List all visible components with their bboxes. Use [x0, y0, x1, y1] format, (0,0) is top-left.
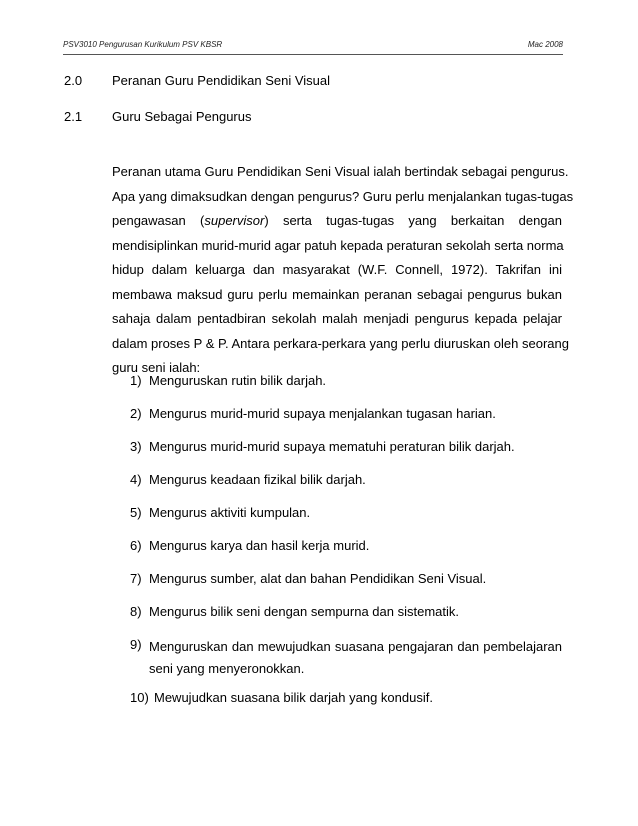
- list-marker: 6): [130, 538, 142, 553]
- list-marker: 2): [130, 406, 142, 421]
- list-item-text: Mengurus murid-murid supaya mematuhi peraturan bilik darjah.: [149, 439, 515, 454]
- list-marker: 3): [130, 439, 142, 454]
- italic-term: supervisor: [204, 213, 265, 228]
- paragraph-line: membawa maksud guru perlu memainkan peranan sebagai pengurus bukan: [112, 286, 562, 302]
- paragraph-line-part: ) serta tugas-tugas yang berkaitan dengan: [264, 213, 562, 228]
- section-title: Guru Sebagai Pengurus: [112, 109, 252, 124]
- list-item-text: Mengurus aktiviti kumpulan.: [149, 505, 311, 520]
- paragraph-line: Peranan utama Guru Pendidikan Seni Visual ialah bertindak sebagai pengurus.: [112, 164, 569, 179]
- list-marker: 8): [130, 604, 142, 619]
- list-marker: 9): [130, 637, 142, 652]
- section-number: 2.0: [64, 73, 83, 88]
- list-item-text: Menguruskan rutin bilik darjah.: [149, 373, 327, 388]
- paragraph-line: [112, 209, 562, 234]
- paragraph-line: sahaja dalam pentadbiran sekolah malah menjadi pengurus kepada pelajar: [112, 311, 562, 326]
- list-item-text: Mengurus keadaan fizikal bilik darjah.: [149, 472, 366, 487]
- section-number: 2.1: [64, 109, 83, 124]
- list-marker: 10): [130, 690, 149, 705]
- list-marker: 4): [130, 472, 142, 487]
- header-date: Mac 2008: [527, 40, 563, 49]
- list-item-text: Mengurus karya dan hasil kerja murid.: [149, 538, 370, 553]
- page-header: [63, 40, 563, 54]
- paragraph-line: guru seni ialah:: [112, 360, 201, 375]
- paragraph-line-part: pengawasan (: [112, 213, 205, 228]
- section-title: Peranan Guru Pendidikan Seni Visual: [112, 73, 331, 88]
- list-item-text: Mengurus bilik seni dengan sempurna dan sistematik.: [149, 604, 460, 619]
- list-marker: 1): [130, 373, 142, 388]
- header-course-title: PSV3010 Pengurusan Kurikulum PSV KBSR: [63, 40, 223, 49]
- body-paragraph: [112, 160, 574, 381]
- list-marker: 5): [130, 505, 142, 520]
- header-divider: [63, 54, 563, 55]
- paragraph-line: mendisiplinkan murid-murid agar patuh kepada peraturan sekolah serta norma: [112, 237, 564, 253]
- list-marker: 7): [130, 571, 142, 586]
- list-item-text: Menguruskan dan mewujudkan suasana pengajaran dan pembelajaran seni yang menyeronokkan.: [149, 639, 562, 676]
- list-item-text: Mengurus sumber, alat dan bahan Pendidikan Seni Visual.: [149, 571, 487, 586]
- paragraph-line: dalam proses P & P. Antara perkara-perkara yang perlu diuruskan oleh seorang: [112, 335, 569, 351]
- paragraph-line: hidup dalam keluarga dan masyarakat (W.F. Connell, 1972). Takrifan ini: [112, 262, 562, 277]
- list-item-text: Mengurus murid-murid supaya menjalankan tugasan harian.: [149, 406, 496, 421]
- paragraph-line: Apa yang dimaksudkan dengan pengurus? Guru perlu menjalankan tugas-tugas: [112, 188, 574, 204]
- list-item-text: Mewujudkan suasana bilik darjah yang kondusif.: [154, 690, 433, 705]
